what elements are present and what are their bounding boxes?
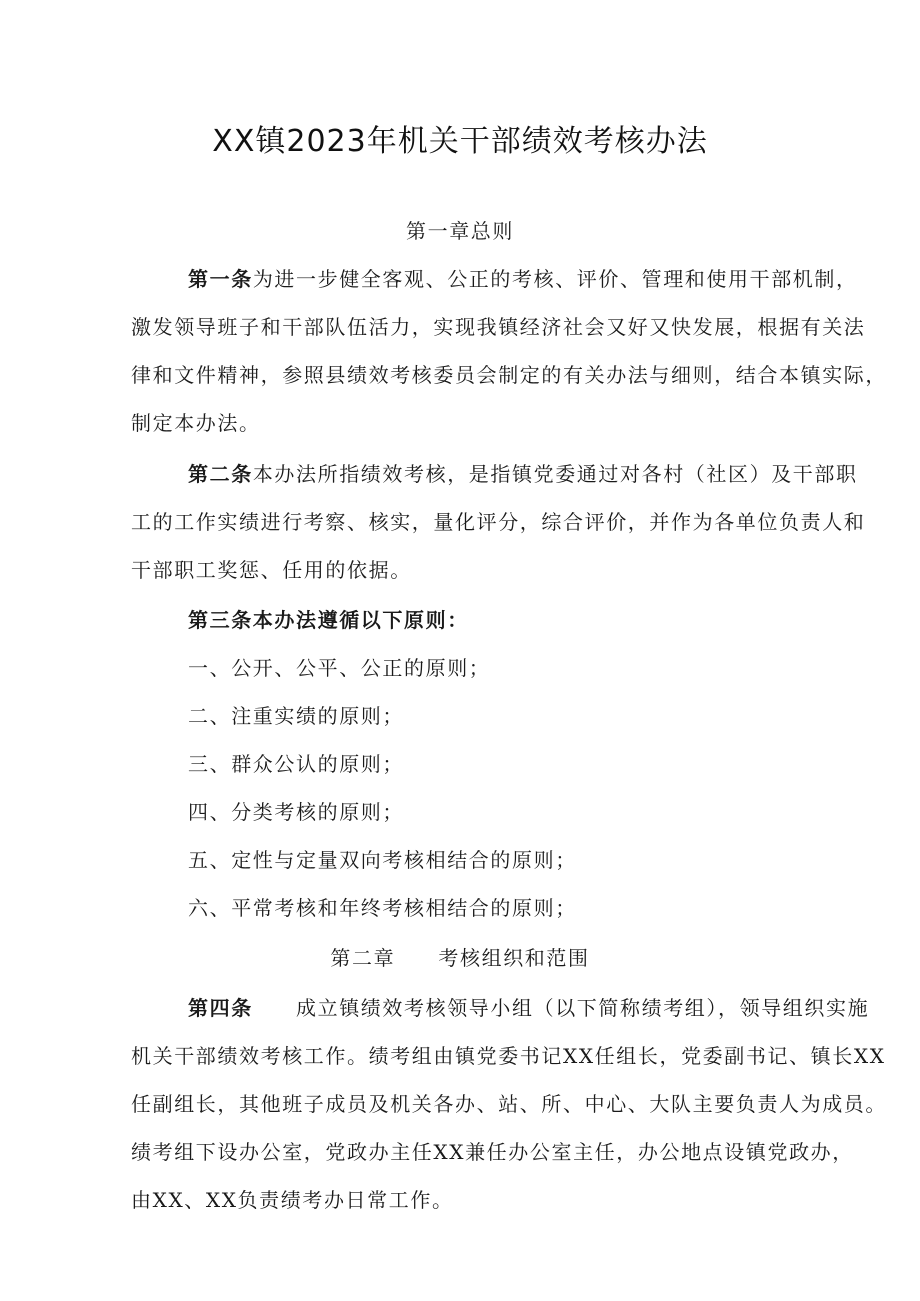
article-4-line-2: 机关干部绩效考核工作。绩考组由镇党委书记XX任组长，党委副书记、镇长XX <box>131 1044 886 1068</box>
article-1-line-1: 第一条为进一步健全客观、公正的考核、评价、管理和使用干部机制， <box>188 267 858 291</box>
principle-5: 五、定性与定量双向考核相结合的原则； <box>188 848 577 872</box>
article-2-line-2: 工的工作实绩进行考察、核实，量化评分，综合评价，并作为各单位负责人和 <box>131 510 866 534</box>
article-2-line-1: 第二条本办法所指绩效考核，是指镇党委通过对各村（社区）及干部职 <box>188 462 858 486</box>
article-4-line-1: 第四条 成立镇绩效考核领导小组（以下简称绩考组），领导组织实施 <box>188 996 870 1020</box>
article-1-label: 第一条 <box>188 267 253 291</box>
principle-3: 三、群众公认的原则； <box>188 752 404 776</box>
article-4-line-4: 绩考组下设办公室，党政办主任XX兼任办公室主任，办公地点设镇党政办， <box>131 1140 854 1164</box>
principle-6: 六、平常考核和年终考核相结合的原则； <box>188 896 577 920</box>
chapter-1-heading: 第一章总则 <box>406 219 514 243</box>
article-3-heading: 第三条本办法遵循以下原则： <box>188 608 469 632</box>
principle-1: 一、公开、公平、公正的原则； <box>188 656 491 680</box>
principle-2: 二、注重实绩的原则； <box>188 704 404 728</box>
article-4-line-3: 任副组长，其他班子成员及机关各办、站、所、中心、大队主要负责人为成员。 <box>131 1092 887 1116</box>
article-2-label: 第二条 <box>188 462 253 486</box>
principle-4: 四、分类考核的原则； <box>188 800 404 824</box>
article-4-line-5: 由XX、XX负责绩考办日常工作。 <box>131 1188 454 1212</box>
article-1-line-3: 律和文件精神，参照县绩效考核委员会制定的有关办法与细则，结合本镇实际， <box>131 363 887 387</box>
document-title: XX镇2023年机关干部绩效考核办法 <box>212 124 708 159</box>
article-1-line-4: 制定本办法。 <box>131 411 261 435</box>
chapter-2-heading: 第二章 考核组织和范围 <box>330 946 590 970</box>
article-1-line-2: 激发领导班子和干部队伍活力，实现我镇经济社会又好又快发展，根据有关法 <box>131 315 866 339</box>
article-2-line-3: 干部职工奖惩、任用的依据。 <box>131 558 412 582</box>
article-4-label: 第四条 <box>188 996 253 1020</box>
